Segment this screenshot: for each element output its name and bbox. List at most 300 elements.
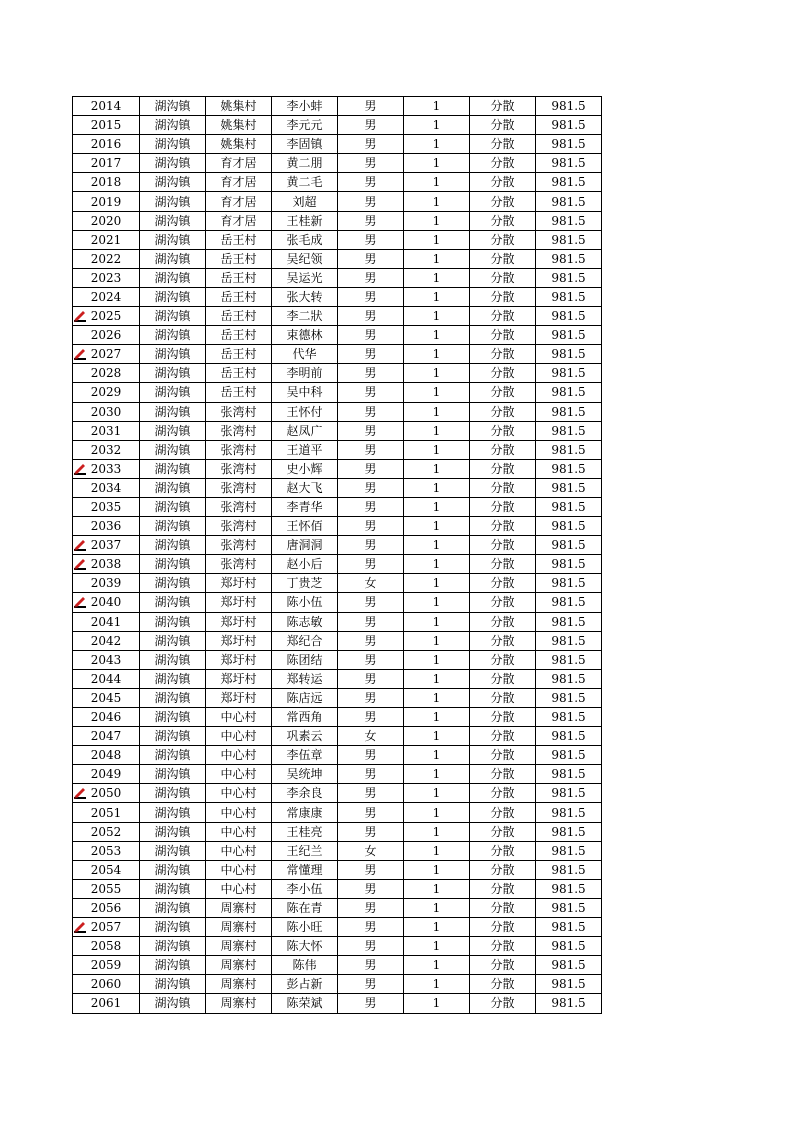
row-id-cell[interactable] (73, 765, 140, 784)
gender-cell[interactable]: 男 (338, 230, 404, 249)
gender-cell[interactable]: 男 (338, 497, 404, 516)
type-cell[interactable]: 分散 (470, 249, 536, 268)
name-cell[interactable]: 王怀佰 (272, 517, 338, 536)
name-cell[interactable]: 吴运光 (272, 268, 338, 287)
town-cell[interactable]: 湖沟镇 (140, 727, 206, 746)
type-cell[interactable]: 分散 (470, 784, 536, 803)
gender-cell[interactable]: 男 (338, 364, 404, 383)
type-cell[interactable]: 分散 (470, 97, 536, 116)
type-cell[interactable]: 分散 (470, 803, 536, 822)
name-cell[interactable]: 赵小后 (272, 555, 338, 574)
row-id-cell[interactable] (73, 307, 140, 326)
town-cell[interactable]: 湖沟镇 (140, 173, 206, 192)
gender-cell[interactable]: 男 (338, 326, 404, 345)
type-cell[interactable]: 分散 (470, 860, 536, 879)
town-cell[interactable]: 湖沟镇 (140, 536, 206, 555)
type-cell[interactable]: 分散 (470, 307, 536, 326)
gender-cell[interactable]: 男 (338, 536, 404, 555)
gender-cell[interactable]: 男 (338, 956, 404, 975)
count-cell[interactable]: 1 (404, 116, 470, 135)
village-cell[interactable]: 郑圩村 (206, 688, 272, 707)
village-cell[interactable]: 张湾村 (206, 555, 272, 574)
amount-cell[interactable]: 981.5 (536, 937, 602, 956)
type-cell[interactable]: 分散 (470, 994, 536, 1013)
village-cell[interactable]: 中心村 (206, 765, 272, 784)
count-cell[interactable]: 1 (404, 192, 470, 211)
amount-cell[interactable]: 981.5 (536, 326, 602, 345)
town-cell[interactable]: 湖沟镇 (140, 937, 206, 956)
village-cell[interactable]: 中心村 (206, 803, 272, 822)
town-cell[interactable]: 湖沟镇 (140, 192, 206, 211)
type-cell[interactable]: 分散 (470, 116, 536, 135)
village-cell[interactable]: 岳王村 (206, 326, 272, 345)
gender-cell[interactable]: 男 (338, 116, 404, 135)
village-cell[interactable]: 姚集村 (206, 135, 272, 154)
amount-cell[interactable]: 981.5 (536, 631, 602, 650)
village-cell[interactable]: 育才居 (206, 173, 272, 192)
town-cell[interactable]: 湖沟镇 (140, 803, 206, 822)
amount-cell[interactable]: 981.5 (536, 975, 602, 994)
village-cell[interactable]: 中心村 (206, 727, 272, 746)
name-cell[interactable]: 陈大怀 (272, 937, 338, 956)
village-cell[interactable]: 张湾村 (206, 402, 272, 421)
type-cell[interactable]: 分散 (470, 154, 536, 173)
type-cell[interactable]: 分散 (470, 345, 536, 364)
village-cell[interactable]: 中心村 (206, 784, 272, 803)
name-cell[interactable]: 李小伍 (272, 879, 338, 898)
row-id-cell[interactable] (73, 536, 140, 555)
amount-cell[interactable]: 981.5 (536, 536, 602, 555)
row-id-cell[interactable] (73, 459, 140, 478)
row-id-cell[interactable] (73, 784, 140, 803)
town-cell[interactable]: 湖沟镇 (140, 975, 206, 994)
name-cell[interactable]: 陈在青 (272, 898, 338, 917)
name-cell[interactable]: 张毛成 (272, 230, 338, 249)
village-cell[interactable]: 岳王村 (206, 249, 272, 268)
amount-cell[interactable]: 981.5 (536, 459, 602, 478)
gender-cell[interactable]: 男 (338, 345, 404, 364)
row-id-cell[interactable] (73, 994, 140, 1013)
town-cell[interactable]: 湖沟镇 (140, 383, 206, 402)
town-cell[interactable]: 湖沟镇 (140, 708, 206, 727)
type-cell[interactable]: 分散 (470, 650, 536, 669)
count-cell[interactable]: 1 (404, 536, 470, 555)
town-cell[interactable]: 湖沟镇 (140, 650, 206, 669)
count-cell[interactable]: 1 (404, 879, 470, 898)
gender-cell[interactable]: 男 (338, 440, 404, 459)
name-cell[interactable]: 巩素云 (272, 727, 338, 746)
count-cell[interactable]: 1 (404, 517, 470, 536)
gender-cell[interactable]: 男 (338, 612, 404, 631)
town-cell[interactable]: 湖沟镇 (140, 287, 206, 306)
amount-cell[interactable]: 981.5 (536, 173, 602, 192)
name-cell[interactable]: 李元元 (272, 116, 338, 135)
amount-cell[interactable]: 981.5 (536, 860, 602, 879)
village-cell[interactable]: 中心村 (206, 708, 272, 727)
village-cell[interactable]: 岳王村 (206, 345, 272, 364)
amount-cell[interactable]: 981.5 (536, 116, 602, 135)
name-cell[interactable]: 张大转 (272, 287, 338, 306)
row-id-cell[interactable] (73, 326, 140, 345)
gender-cell[interactable]: 男 (338, 154, 404, 173)
gender-cell[interactable]: 男 (338, 287, 404, 306)
name-cell[interactable]: 陈志敏 (272, 612, 338, 631)
count-cell[interactable]: 1 (404, 631, 470, 650)
amount-cell[interactable]: 981.5 (536, 307, 602, 326)
type-cell[interactable]: 分散 (470, 459, 536, 478)
type-cell[interactable]: 分散 (470, 898, 536, 917)
name-cell[interactable]: 李伍章 (272, 746, 338, 765)
amount-cell[interactable]: 981.5 (536, 708, 602, 727)
name-cell[interactable]: 吴统坤 (272, 765, 338, 784)
village-cell[interactable]: 周寨村 (206, 937, 272, 956)
amount-cell[interactable]: 981.5 (536, 956, 602, 975)
name-cell[interactable]: 陈伟 (272, 956, 338, 975)
village-cell[interactable]: 周寨村 (206, 898, 272, 917)
row-id-cell[interactable] (73, 230, 140, 249)
type-cell[interactable]: 分散 (470, 631, 536, 650)
row-id-cell[interactable] (73, 975, 140, 994)
row-id-cell[interactable] (73, 631, 140, 650)
count-cell[interactable]: 1 (404, 822, 470, 841)
amount-cell[interactable]: 981.5 (536, 154, 602, 173)
town-cell[interactable]: 湖沟镇 (140, 994, 206, 1013)
gender-cell[interactable]: 男 (338, 421, 404, 440)
count-cell[interactable]: 1 (404, 326, 470, 345)
row-id-cell[interactable] (73, 612, 140, 631)
name-cell[interactable]: 陈团结 (272, 650, 338, 669)
count-cell[interactable]: 1 (404, 421, 470, 440)
name-cell[interactable]: 陈店远 (272, 688, 338, 707)
count-cell[interactable]: 1 (404, 937, 470, 956)
row-id-cell[interactable] (73, 211, 140, 230)
village-cell[interactable]: 张湾村 (206, 440, 272, 459)
type-cell[interactable]: 分散 (470, 536, 536, 555)
type-cell[interactable]: 分散 (470, 937, 536, 956)
name-cell[interactable]: 陈荣斌 (272, 994, 338, 1013)
gender-cell[interactable]: 男 (338, 688, 404, 707)
name-cell[interactable]: 李明前 (272, 364, 338, 383)
type-cell[interactable]: 分散 (470, 364, 536, 383)
type-cell[interactable]: 分散 (470, 326, 536, 345)
gender-cell[interactable]: 男 (338, 822, 404, 841)
count-cell[interactable]: 1 (404, 402, 470, 421)
type-cell[interactable]: 分散 (470, 173, 536, 192)
village-cell[interactable]: 姚集村 (206, 116, 272, 135)
town-cell[interactable]: 湖沟镇 (140, 135, 206, 154)
town-cell[interactable]: 湖沟镇 (140, 956, 206, 975)
count-cell[interactable]: 1 (404, 154, 470, 173)
town-cell[interactable]: 湖沟镇 (140, 345, 206, 364)
amount-cell[interactable]: 981.5 (536, 497, 602, 516)
count-cell[interactable]: 1 (404, 765, 470, 784)
type-cell[interactable]: 分散 (470, 708, 536, 727)
count-cell[interactable]: 1 (404, 345, 470, 364)
count-cell[interactable]: 1 (404, 307, 470, 326)
village-cell[interactable]: 中心村 (206, 841, 272, 860)
name-cell[interactable]: 李固镇 (272, 135, 338, 154)
count-cell[interactable]: 1 (404, 784, 470, 803)
village-cell[interactable]: 张湾村 (206, 459, 272, 478)
name-cell[interactable]: 李二狀 (272, 307, 338, 326)
amount-cell[interactable]: 981.5 (536, 268, 602, 287)
row-id-cell[interactable] (73, 497, 140, 516)
type-cell[interactable]: 分散 (470, 822, 536, 841)
count-cell[interactable]: 1 (404, 746, 470, 765)
town-cell[interactable]: 湖沟镇 (140, 688, 206, 707)
town-cell[interactable]: 湖沟镇 (140, 612, 206, 631)
row-id-cell[interactable] (73, 268, 140, 287)
count-cell[interactable]: 1 (404, 612, 470, 631)
row-id-cell[interactable] (73, 173, 140, 192)
amount-cell[interactable]: 981.5 (536, 192, 602, 211)
name-cell[interactable]: 王怀付 (272, 402, 338, 421)
amount-cell[interactable]: 981.5 (536, 612, 602, 631)
gender-cell[interactable]: 男 (338, 708, 404, 727)
count-cell[interactable]: 1 (404, 211, 470, 230)
row-id-cell[interactable] (73, 154, 140, 173)
name-cell[interactable]: 李小蚌 (272, 97, 338, 116)
type-cell[interactable]: 分散 (470, 517, 536, 536)
type-cell[interactable]: 分散 (470, 287, 536, 306)
village-cell[interactable]: 岳王村 (206, 307, 272, 326)
row-id-cell[interactable] (73, 574, 140, 593)
type-cell[interactable]: 分散 (470, 956, 536, 975)
town-cell[interactable]: 湖沟镇 (140, 879, 206, 898)
name-cell[interactable]: 李余良 (272, 784, 338, 803)
amount-cell[interactable]: 981.5 (536, 994, 602, 1013)
gender-cell[interactable]: 男 (338, 307, 404, 326)
count-cell[interactable]: 1 (404, 97, 470, 116)
count-cell[interactable]: 1 (404, 918, 470, 937)
row-id-cell[interactable] (73, 192, 140, 211)
row-id-cell[interactable] (73, 517, 140, 536)
gender-cell[interactable]: 男 (338, 631, 404, 650)
amount-cell[interactable]: 981.5 (536, 440, 602, 459)
town-cell[interactable]: 湖沟镇 (140, 364, 206, 383)
town-cell[interactable]: 湖沟镇 (140, 421, 206, 440)
town-cell[interactable]: 湖沟镇 (140, 459, 206, 478)
amount-cell[interactable]: 981.5 (536, 345, 602, 364)
count-cell[interactable]: 1 (404, 497, 470, 516)
count-cell[interactable]: 1 (404, 975, 470, 994)
row-id-cell[interactable] (73, 727, 140, 746)
amount-cell[interactable]: 981.5 (536, 688, 602, 707)
gender-cell[interactable]: 男 (338, 918, 404, 937)
amount-cell[interactable]: 981.5 (536, 918, 602, 937)
gender-cell[interactable]: 男 (338, 459, 404, 478)
type-cell[interactable]: 分散 (470, 918, 536, 937)
village-cell[interactable]: 岳王村 (206, 287, 272, 306)
row-id-cell[interactable] (73, 746, 140, 765)
row-id-cell[interactable] (73, 918, 140, 937)
row-id-cell[interactable] (73, 688, 140, 707)
amount-cell[interactable]: 981.5 (536, 517, 602, 536)
amount-cell[interactable]: 981.5 (536, 211, 602, 230)
name-cell[interactable]: 王桂新 (272, 211, 338, 230)
amount-cell[interactable]: 981.5 (536, 898, 602, 917)
town-cell[interactable]: 湖沟镇 (140, 402, 206, 421)
row-id-cell[interactable] (73, 478, 140, 497)
type-cell[interactable]: 分散 (470, 593, 536, 612)
count-cell[interactable]: 1 (404, 574, 470, 593)
village-cell[interactable]: 中心村 (206, 879, 272, 898)
gender-cell[interactable]: 男 (338, 211, 404, 230)
amount-cell[interactable]: 981.5 (536, 230, 602, 249)
amount-cell[interactable]: 981.5 (536, 478, 602, 497)
village-cell[interactable]: 张湾村 (206, 536, 272, 555)
type-cell[interactable]: 分散 (470, 421, 536, 440)
count-cell[interactable]: 1 (404, 287, 470, 306)
village-cell[interactable]: 中心村 (206, 746, 272, 765)
gender-cell[interactable]: 男 (338, 898, 404, 917)
village-cell[interactable]: 郑圩村 (206, 593, 272, 612)
gender-cell[interactable]: 男 (338, 135, 404, 154)
amount-cell[interactable]: 981.5 (536, 97, 602, 116)
name-cell[interactable]: 束德林 (272, 326, 338, 345)
gender-cell[interactable]: 男 (338, 879, 404, 898)
gender-cell[interactable]: 男 (338, 173, 404, 192)
amount-cell[interactable]: 981.5 (536, 784, 602, 803)
row-id-cell[interactable] (73, 135, 140, 154)
amount-cell[interactable]: 981.5 (536, 727, 602, 746)
row-id-cell[interactable] (73, 669, 140, 688)
town-cell[interactable]: 湖沟镇 (140, 116, 206, 135)
type-cell[interactable]: 分散 (470, 669, 536, 688)
row-id-cell[interactable] (73, 421, 140, 440)
type-cell[interactable]: 分散 (470, 879, 536, 898)
town-cell[interactable]: 湖沟镇 (140, 555, 206, 574)
count-cell[interactable]: 1 (404, 249, 470, 268)
town-cell[interactable]: 湖沟镇 (140, 440, 206, 459)
amount-cell[interactable]: 981.5 (536, 841, 602, 860)
name-cell[interactable]: 刘超 (272, 192, 338, 211)
village-cell[interactable]: 张湾村 (206, 478, 272, 497)
village-cell[interactable]: 育才居 (206, 211, 272, 230)
amount-cell[interactable]: 981.5 (536, 287, 602, 306)
type-cell[interactable]: 分散 (470, 746, 536, 765)
count-cell[interactable]: 1 (404, 727, 470, 746)
town-cell[interactable]: 湖沟镇 (140, 765, 206, 784)
type-cell[interactable]: 分散 (470, 478, 536, 497)
gender-cell[interactable]: 男 (338, 803, 404, 822)
amount-cell[interactable]: 981.5 (536, 421, 602, 440)
village-cell[interactable]: 周寨村 (206, 918, 272, 937)
row-id-cell[interactable] (73, 937, 140, 956)
name-cell[interactable]: 代华 (272, 345, 338, 364)
name-cell[interactable]: 王桂亮 (272, 822, 338, 841)
name-cell[interactable]: 吴纪领 (272, 249, 338, 268)
amount-cell[interactable]: 981.5 (536, 135, 602, 154)
row-id-cell[interactable] (73, 555, 140, 574)
village-cell[interactable]: 郑圩村 (206, 612, 272, 631)
type-cell[interactable]: 分散 (470, 765, 536, 784)
row-id-cell[interactable] (73, 956, 140, 975)
amount-cell[interactable]: 981.5 (536, 402, 602, 421)
town-cell[interactable]: 湖沟镇 (140, 860, 206, 879)
gender-cell[interactable]: 男 (338, 97, 404, 116)
gender-cell[interactable]: 男 (338, 402, 404, 421)
type-cell[interactable]: 分散 (470, 612, 536, 631)
count-cell[interactable]: 1 (404, 593, 470, 612)
name-cell[interactable]: 赵大飞 (272, 478, 338, 497)
type-cell[interactable]: 分散 (470, 975, 536, 994)
village-cell[interactable]: 郑圩村 (206, 669, 272, 688)
village-cell[interactable]: 张湾村 (206, 517, 272, 536)
type-cell[interactable]: 分散 (470, 230, 536, 249)
name-cell[interactable]: 史小辉 (272, 459, 338, 478)
row-id-cell[interactable] (73, 803, 140, 822)
village-cell[interactable]: 岳王村 (206, 268, 272, 287)
gender-cell[interactable]: 女 (338, 841, 404, 860)
type-cell[interactable]: 分散 (470, 727, 536, 746)
type-cell[interactable]: 分散 (470, 135, 536, 154)
name-cell[interactable]: 李青华 (272, 497, 338, 516)
town-cell[interactable]: 湖沟镇 (140, 154, 206, 173)
amount-cell[interactable]: 981.5 (536, 879, 602, 898)
name-cell[interactable]: 常西角 (272, 708, 338, 727)
gender-cell[interactable]: 男 (338, 383, 404, 402)
row-id-cell[interactable] (73, 708, 140, 727)
name-cell[interactable]: 郑纪合 (272, 631, 338, 650)
row-id-cell[interactable] (73, 364, 140, 383)
gender-cell[interactable]: 女 (338, 574, 404, 593)
gender-cell[interactable]: 男 (338, 765, 404, 784)
gender-cell[interactable]: 男 (338, 650, 404, 669)
name-cell[interactable]: 黄二毛 (272, 173, 338, 192)
village-cell[interactable]: 中心村 (206, 822, 272, 841)
type-cell[interactable]: 分散 (470, 211, 536, 230)
village-cell[interactable]: 张湾村 (206, 421, 272, 440)
amount-cell[interactable]: 981.5 (536, 555, 602, 574)
gender-cell[interactable]: 男 (338, 975, 404, 994)
gender-cell[interactable]: 男 (338, 555, 404, 574)
row-id-cell[interactable] (73, 383, 140, 402)
row-id-cell[interactable] (73, 898, 140, 917)
row-id-cell[interactable] (73, 287, 140, 306)
name-cell[interactable]: 唐洞洞 (272, 536, 338, 555)
town-cell[interactable]: 湖沟镇 (140, 918, 206, 937)
gender-cell[interactable]: 男 (338, 192, 404, 211)
gender-cell[interactable]: 男 (338, 746, 404, 765)
village-cell[interactable]: 岳王村 (206, 364, 272, 383)
row-id-cell[interactable] (73, 116, 140, 135)
type-cell[interactable]: 分散 (470, 841, 536, 860)
gender-cell[interactable]: 男 (338, 994, 404, 1013)
village-cell[interactable]: 育才居 (206, 192, 272, 211)
gender-cell[interactable]: 男 (338, 669, 404, 688)
count-cell[interactable]: 1 (404, 459, 470, 478)
amount-cell[interactable]: 981.5 (536, 383, 602, 402)
amount-cell[interactable]: 981.5 (536, 746, 602, 765)
name-cell[interactable]: 郑转运 (272, 669, 338, 688)
count-cell[interactable]: 1 (404, 268, 470, 287)
name-cell[interactable]: 王道平 (272, 440, 338, 459)
gender-cell[interactable]: 男 (338, 478, 404, 497)
town-cell[interactable]: 湖沟镇 (140, 268, 206, 287)
amount-cell[interactable]: 981.5 (536, 822, 602, 841)
row-id-cell[interactable] (73, 345, 140, 364)
amount-cell[interactable]: 981.5 (536, 364, 602, 383)
count-cell[interactable]: 1 (404, 994, 470, 1013)
row-id-cell[interactable] (73, 860, 140, 879)
count-cell[interactable]: 1 (404, 708, 470, 727)
town-cell[interactable]: 湖沟镇 (140, 746, 206, 765)
gender-cell[interactable]: 男 (338, 249, 404, 268)
village-cell[interactable]: 郑圩村 (206, 650, 272, 669)
town-cell[interactable]: 湖沟镇 (140, 574, 206, 593)
row-id-cell[interactable] (73, 402, 140, 421)
